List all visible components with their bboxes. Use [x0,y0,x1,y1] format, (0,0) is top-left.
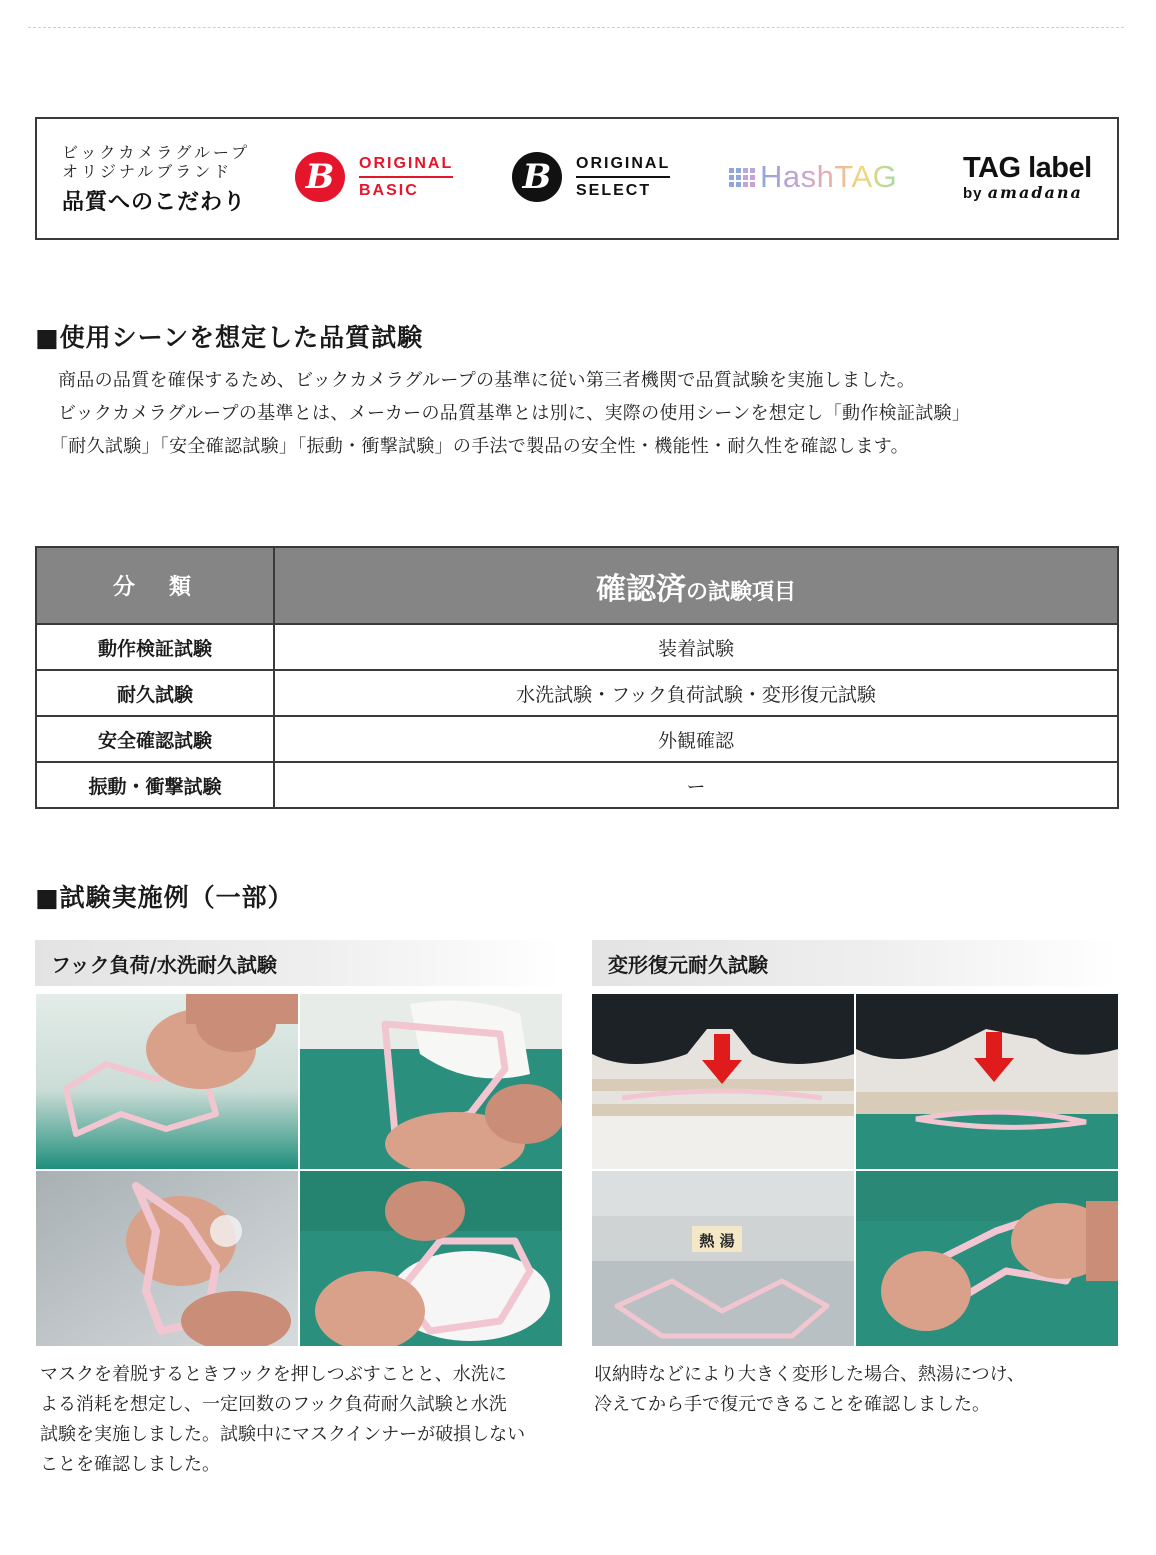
section-heading-quality-test: ■使用シーンを想定した品質試験 [35,323,424,352]
table-row [36,716,1118,762]
example1-desc-line1: マスクを着脱するときフックを押しつぶすことと、水洗に [40,1364,507,1385]
example1-desc-line2: よる消耗を想定し、一定回数のフック負荷耐久試験と水洗 [40,1394,507,1415]
brand-intro-line3: 品質へのこだわり [62,190,247,215]
row-category: 振動・衝撃試験 [36,762,274,808]
row-items: 水洗試験・フック負荷試験・変形復元試験 [274,670,1118,716]
row-category: 耐久試験 [36,670,274,716]
hot-water-label: 熱 湯 [699,1231,735,1250]
header-items [274,547,1118,624]
header-items-big: 確認済 [595,571,686,607]
water-wash-photo-1 [36,1171,298,1346]
example2-title: 変形復元耐久試験 [592,940,1119,986]
example2-photo-grid [592,994,1118,1346]
brand-intro-line1: ビックカメラグループ [62,143,251,162]
intro-paragraph-line2: ビックカメラグループの基準とは、メーカーの品質基準とは別に、実際の使用シーンを想定し「動作検証試験」 [58,403,971,424]
example1-desc-line3: 試験を実施しました。試験中にマスクインナーが破損しない [40,1424,526,1445]
brand-intro-line2: オリジナルブランド [62,162,233,181]
row-category: 安全確認試験 [36,716,274,762]
table-header-row [36,547,1118,624]
b-logo-red-icon: B [295,152,345,202]
hot-water-photo [592,1171,854,1346]
example1-title: フック負荷/水洗耐久試験 [35,940,562,986]
table-row [36,762,1118,808]
restore-by-hand-photo [856,1171,1118,1346]
example1-photo-grid [36,994,562,1346]
row-items: 装着試験 [274,624,1118,670]
tag-label-by: by [963,185,983,202]
example1-desc-line4: ことを確認しました。 [40,1454,220,1475]
test-items-table [35,546,1119,809]
section-heading-test-examples: ■試験実施例（一部） [35,883,294,912]
original-basic-logo [295,152,453,202]
deformation-press-photo-1 [592,994,854,1169]
original-select-logo [512,152,670,202]
basic-logo-line1: ORIGINAL [359,154,454,172]
hook-load-photo-2 [300,994,562,1169]
intro-paragraph-line1: 商品の品質を確保するため、ビックカメラグループの基準に従い第三者機関で品質試験を実施しました。 [58,370,916,391]
select-logo-line2: SELECT [576,181,652,199]
table-row [36,670,1118,716]
example2-desc-line1: 収納時などにより大きく変形した場合、熱湯につけ、 [594,1364,1025,1385]
example2-desc-line2: 冷えてから手で復元できることを確認しました。 [594,1394,990,1415]
tag-label-logo [963,153,1092,202]
tag-label-text: TAG label [963,152,1092,184]
header-category: 分 類 [36,547,274,624]
tag-label-sub: amadana [987,183,1083,202]
hook-load-photo-1 [36,994,298,1169]
top-divider [28,27,1124,28]
b-logo-black-icon: B [512,152,562,202]
brand-intro [62,143,292,216]
water-wash-photo-2 [300,1171,562,1346]
select-logo-line1: ORIGINAL [576,154,671,172]
row-items: ー [274,762,1118,808]
header-items-small: の試験項目 [685,579,796,605]
row-items: 外観確認 [274,716,1118,762]
hash-grid-icon [729,168,755,187]
brand-banner [35,117,1119,240]
basic-logo-line2: BASIC [359,181,419,199]
deformation-press-photo-2 [856,994,1118,1169]
hashtag-logo [729,159,897,195]
table-row [36,624,1118,670]
row-category: 動作検証試験 [36,624,274,670]
intro-paragraph-line3: 「耐久試験」「安全確認試験」「振動・衝撃試験」の手法で製品の安全性・機能性・耐久性を確認します。 [50,436,909,457]
hashtag-logo-text: HashTAG [760,159,898,194]
